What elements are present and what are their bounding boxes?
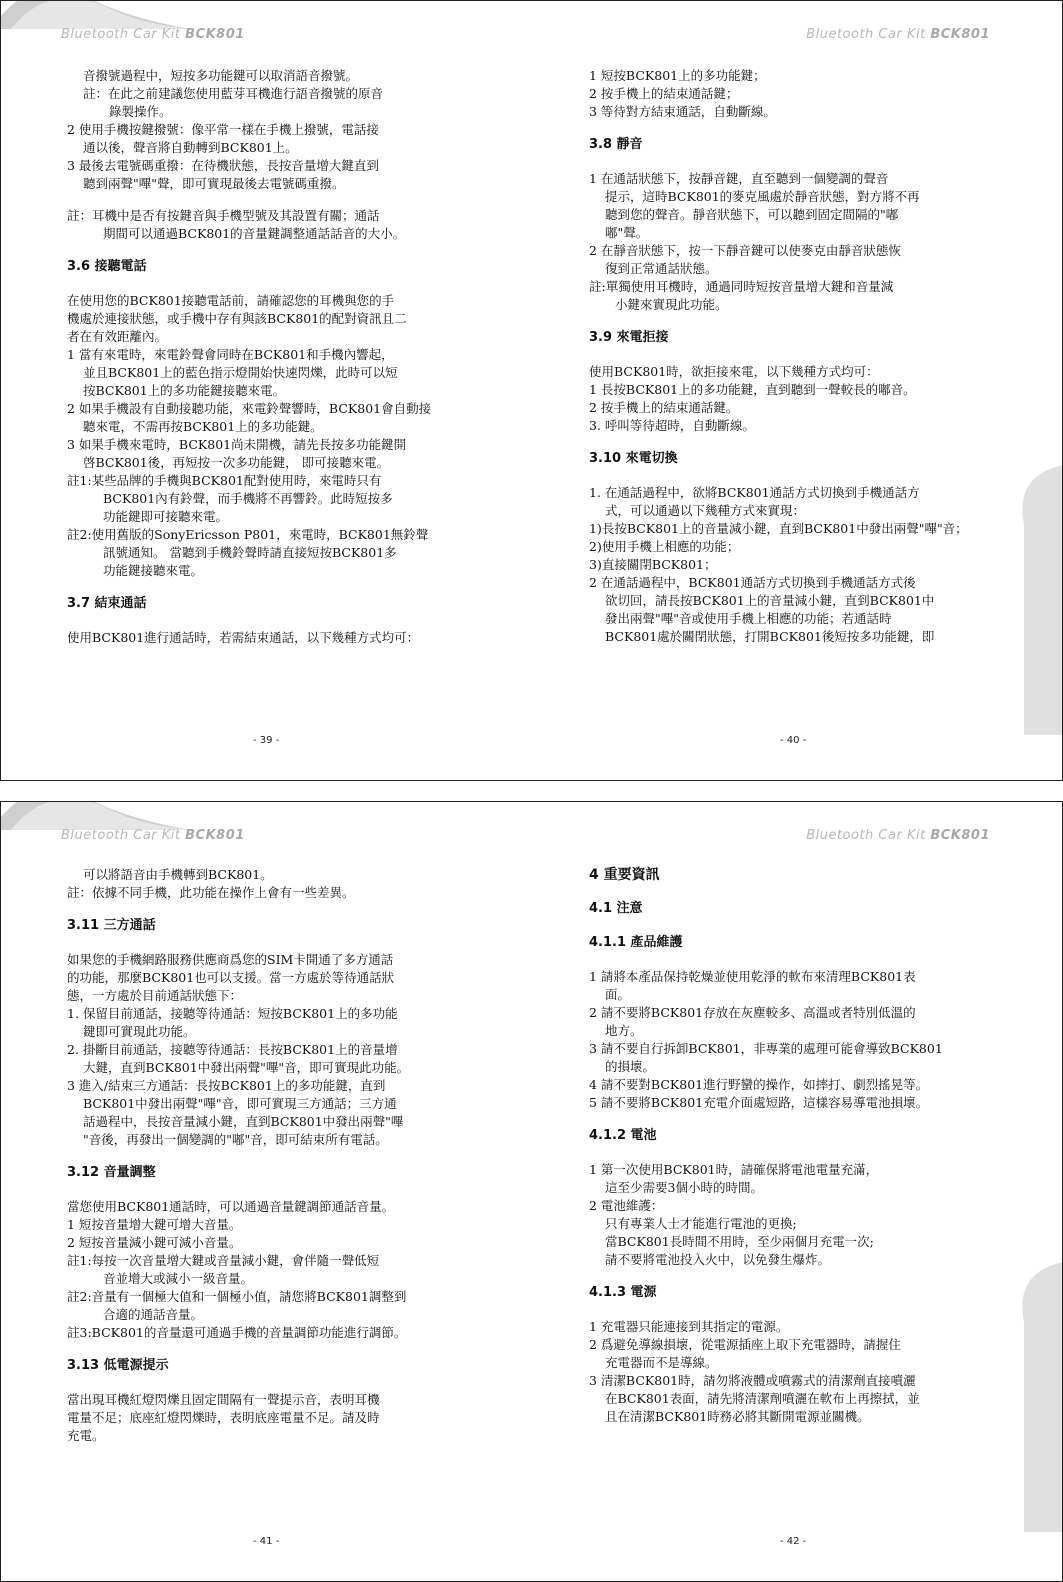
list-item: 1 長按BCK801上的多功能鍵，直到聽到一聲較長的嘟音。 xyxy=(589,382,916,397)
running-head-right: Bluetooth Car Kit BCK801 xyxy=(806,828,990,843)
list-item-cont: 並且BCK801上的藍色指示燈開始快速閃爍，此時可以短 xyxy=(83,365,398,380)
list-item-cont: 復到正常通話狀態。 xyxy=(605,261,718,276)
list-item: 3 如果手機來電時，BCK801尚未開機，請先長按多功能鍵開 xyxy=(67,437,407,452)
page-number: - 40 - xyxy=(780,735,807,746)
body-line: 電量不足；底座紅燈閃爍時，表明底座電量不足。請及時 xyxy=(67,1410,380,1425)
list-item: 3 最後去電號碼重撥：在待機狀態，長按音量增大鍵直到 xyxy=(67,158,379,173)
list-item: 2 在通話過程中，BCK801通話方式切換到手機通話方式後 xyxy=(589,575,916,590)
section-heading-3-12: 3.12 音量調整 xyxy=(67,1165,156,1180)
list-item: 1 短按BCK801上的多功能鍵； xyxy=(589,68,766,83)
list-item: 2 如果手機設有自動接聽功能，來電鈴聲響時，BCK801會自動接 xyxy=(67,401,432,416)
list-item: 2 按手機上的結束通話鍵。 xyxy=(589,400,739,415)
note-line: 註：依據不同手機，此功能在操作上會有一些差異。 xyxy=(67,885,355,900)
body-line: 使用BCK801時，欲拒接來電，以下幾種方式均可： xyxy=(589,364,879,379)
list-item: 5 請不要將BCK801充電介面處短路，這樣容易導電池損壞。 xyxy=(589,1095,929,1110)
list-item: 1. 保留目前通話，接聽等待通話：短按BCK801上的多功能 xyxy=(67,1006,398,1021)
list-item-cont: "音後，再發出一個變調的"嘟"音，即可結束所有電話。 xyxy=(83,1132,388,1147)
body-line: 機處於連接狀態，或手機中存有與該BCK801的配對資訊且二 xyxy=(67,311,407,326)
section-heading-3-8: 3.8 靜音 xyxy=(589,137,643,152)
list-item-cont: 話過程中，長按音量減小鍵，直到BCK801中發出兩聲"嗶 xyxy=(83,1114,404,1129)
note-line: 註：耳機中是否有按鍵音與手機型號及其設置有關；通話 xyxy=(67,208,380,223)
note-line: 錄製操作。 xyxy=(109,104,172,119)
chapter-heading-4: 4 重要資訊 xyxy=(589,867,660,883)
list-item: 3 清潔BCK801時，請勿將液體或噴霧式的清潔劑直接噴灑 xyxy=(589,1373,916,1388)
note-line: 功能鍵即可接聽來電。 xyxy=(103,509,229,524)
list-item-cont: 地方。 xyxy=(605,1023,643,1038)
list-item-cont: 請不要將電池投入火中，以免發生爆炸。 xyxy=(605,1252,831,1267)
list-item-cont: 嘟"聲。 xyxy=(605,225,649,240)
list-item: 2 短按音量減小鍵可減小音量。 xyxy=(67,1235,242,1250)
list-item: 1 在通話狀態下，按靜音鍵，直至聽到一個變調的聲音 xyxy=(589,171,889,186)
list-item: 1 短按音量增大鍵可增大音量。 xyxy=(67,1217,242,1232)
section-heading-3-9: 3.9 來電拒接 xyxy=(589,330,669,345)
note-line: 註3:BCK801的音量還可通過手機的音量調節功能進行調節。 xyxy=(67,1325,407,1340)
note-line: 功能鍵接聽來電。 xyxy=(103,563,204,578)
list-item-cont: 提示，這時BCK801的麥克風處於靜音狀態，對方將不再 xyxy=(605,189,920,204)
list-item: 4 請不要對BCK801進行野蠻的操作，如摔打、劇烈搖晃等。 xyxy=(589,1077,929,1092)
corner-swoosh-decoration xyxy=(0,0,191,29)
list-item-cont: 在BCK801表面，請先將清潔劑噴灑在軟布上再擦拭，並 xyxy=(605,1391,920,1406)
edge-tab-decoration xyxy=(1014,465,1063,735)
note-line: 訊號通知。 當聽到手機鈴聲時請直接短按BCK801多 xyxy=(103,545,397,560)
list-item-cont: 欲切回，請長按BCK801上的音量減小鍵，直到BCK801中 xyxy=(605,593,935,608)
list-item: 1 請將本產品保持乾燥並使用乾淨的軟布來清理BCK801表 xyxy=(589,969,916,984)
body-line: 充電。 xyxy=(67,1428,105,1443)
list-item: 2 請不要將BCK801存放在灰塵較多、高溫或者特別低溫的 xyxy=(589,1005,916,1020)
section-heading-4-1-1: 4.1.1 產品維護 xyxy=(589,935,683,950)
page-number: - 41 - xyxy=(253,1536,280,1547)
list-item-cont: 鍵即可實現此功能。 xyxy=(83,1024,196,1039)
list-item-cont: 通以後，聲音將自動轉到BCK801上。 xyxy=(83,140,298,155)
list-item-cont: BCK801處於關閉狀態，打開BCK801後短按多功能鍵，即 xyxy=(605,629,935,644)
running-head-left: Bluetooth Car Kit BCK801 xyxy=(61,828,245,843)
section-heading-3-6: 3.6 接聽電話 xyxy=(67,259,147,274)
section-heading-3-11: 3.11 三方通話 xyxy=(67,918,156,933)
section-heading-4-1-2: 4.1.2 電池 xyxy=(589,1128,657,1143)
body-line: 可以將語音由手機轉到BCK801。 xyxy=(83,867,273,882)
page-number: - 39 - xyxy=(253,735,280,746)
list-item-cont: 聽到您的聲音。靜音狀態下，可以聽到固定間隔的"嘟 xyxy=(605,207,899,222)
section-heading-3-10: 3.10 來電切換 xyxy=(589,451,678,466)
list-item: 2 使用手機按鍵撥號：像平常一樣在手機上撥號，電話接 xyxy=(67,122,379,137)
list-item-cont: 聽到兩聲"嗶"聲，即可實現最後去電號碼重撥。 xyxy=(83,176,345,191)
spread-bottom xyxy=(0,801,1063,1582)
spread-top xyxy=(0,0,1063,781)
note-line: 音並增大或減小一級音量。 xyxy=(103,1271,254,1286)
section-heading-3-7: 3.7 結束通話 xyxy=(67,596,147,611)
list-item-cont: 面。 xyxy=(605,987,631,1002)
body-line: 的功能，那麼BCK801也可以支援。當一方處於等待通話狀 xyxy=(67,970,395,985)
list-item: 1 充電器只能連接到其指定的電源。 xyxy=(589,1319,789,1334)
body-line: 音撥號過程中，短按多功能鍵可以取消語音撥號。 xyxy=(83,68,359,83)
note-line: 註1:某些品牌的手機與BCK801配對使用時，來電時只有 xyxy=(67,473,382,488)
sub-list-item: 3)直接關閉BCK801； xyxy=(589,557,717,572)
section-heading-4-1: 4.1 注意 xyxy=(589,901,643,916)
list-item: 3. 呼叫等待超時，自動斷線。 xyxy=(589,418,755,433)
note-line: 註:單獨使用耳機時，通過同時短按音量增大鍵和音量減 xyxy=(589,279,894,294)
list-item-cont: 啓BCK801後，再短按一次多功能鍵， 即可接聽來電。 xyxy=(83,455,390,470)
body-line: 在使用您的BCK801接聽電話前，請確認您的耳機與您的手 xyxy=(67,293,395,308)
list-item-cont: 按BCK801上的多功能鍵接聽來電。 xyxy=(83,383,286,398)
note-line: 註：在此之前建議您使用藍芽耳機進行語音撥號的原音 xyxy=(83,86,384,101)
list-item: 1. 在通話過程中，欲將BCK801通話方式切換到手機通話方 xyxy=(589,485,920,500)
list-item-cont: 當BCK801長時間不用時，至少兩個月充電一次; xyxy=(605,1234,874,1249)
page-39-column xyxy=(67,67,482,647)
list-item-cont: 這至少需要3個小時的時間。 xyxy=(605,1180,763,1195)
list-item: 3 等待對方結束通話，自動斷線。 xyxy=(589,104,776,119)
list-item-cont: 式，可以通過以下幾種方式來實現： xyxy=(605,503,806,518)
note-line: 註1:每按一次音量增大鍵或音量減小鍵，會伴隨一聲低短 xyxy=(67,1253,380,1268)
page-number: - 42 - xyxy=(780,1536,807,1547)
edge-tab-decoration xyxy=(1014,1262,1063,1532)
running-head-right: Bluetooth Car Kit BCK801 xyxy=(806,27,990,42)
note-line: BCK801內有鈴聲，而手機將不再響鈴。此時短按多 xyxy=(103,491,393,506)
list-item-cont: 充電器而不是導線。 xyxy=(605,1355,718,1370)
section-heading-4-1-3: 4.1.3 電源 xyxy=(589,1285,657,1300)
note-line: 小鍵來實現此功能。 xyxy=(615,297,728,312)
list-item-cont: 發出兩聲"嗶"音或使用手機上相應的功能；若通話時 xyxy=(605,611,892,626)
list-item: 2 爲避免導線損壞，從電源插座上取下充電器時，請握住 xyxy=(589,1337,901,1352)
list-item: 2 在靜音狀態下，按一下靜音鍵可以使麥克由靜音狀態恢 xyxy=(589,243,901,258)
section-heading-3-13: 3.13 低電源提示 xyxy=(67,1358,169,1373)
note-line: 註2:使用舊版的SonyEricsson P801，來電時，BCK801無鈴聲 xyxy=(67,527,429,542)
list-item: 2 電池維護： xyxy=(589,1198,664,1213)
running-head-left: Bluetooth Car Kit BCK801 xyxy=(61,27,245,42)
body-line: 態，一方處於目前通話狀態下： xyxy=(67,988,243,1003)
note-line: 註2:音量有一個極大值和一個極小值，請您將BCK801調整到 xyxy=(67,1289,407,1304)
list-item-cont: 且在清潔BCK801時務必將其斷開電源並關機。 xyxy=(605,1409,870,1424)
list-item: 3 進入/結束三方通話：長按BCK801上的多功能鍵，直到 xyxy=(67,1078,386,1093)
list-item-cont: 的損壞。 xyxy=(605,1059,656,1074)
page-40-column xyxy=(589,67,1004,646)
list-item-cont: BCK801中發出兩聲"嗶"音，即可實現三方通話；三方通 xyxy=(83,1096,397,1111)
list-item-cont: 只有專業人士才能進行電池的更換; xyxy=(605,1216,797,1231)
note-line: 合適的通話音量。 xyxy=(103,1307,204,1322)
body-line: 使用BCK801進行通話時，若需結束通話，以下幾種方式均可： xyxy=(67,630,420,645)
sub-list-item: 2)使用手機上相應的功能； xyxy=(589,539,740,554)
list-item-cont: 大鍵，直到BCK801中發出兩聲"嗶"音，即可實現此功能。 xyxy=(83,1060,410,1075)
list-item: 1 第一次使用BCK801時，請確保將電池電量充滿， xyxy=(589,1162,879,1177)
list-item: 2. 掛斷目前通話，接聽等待通話：長按BCK801上的音量增 xyxy=(67,1042,398,1057)
list-item: 3 請不要自行拆卸BCK801，非專業的處理可能會導致BCK801 xyxy=(589,1041,943,1056)
list-item: 1 當有來電時，來電鈴聲會同時在BCK801和手機內響起， xyxy=(67,347,394,362)
list-item-cont: 聽來電，不需再按BCK801上的多功能鍵。 xyxy=(83,419,323,434)
corner-swoosh-decoration xyxy=(0,801,191,830)
note-line: 期間可以通過BCK801的音量鍵調整通話話音的大小。 xyxy=(103,226,406,241)
page-41-column xyxy=(67,866,482,1445)
spread-gap xyxy=(0,781,1063,801)
body-line: 如果您的手機網路服務供應商爲您的SIM卡開通了多方通話 xyxy=(67,952,394,967)
sub-list-item: 1)長按BCK801上的音量減小鍵，直到BCK801中發出兩聲"嗶"音； xyxy=(589,521,968,536)
page-42-column xyxy=(589,866,1004,1426)
body-line: 當出現耳機紅燈閃爍且固定間隔有一聲提示音，表明耳機 xyxy=(67,1392,380,1407)
list-item: 2 按手機上的結束通話鍵； xyxy=(589,86,739,101)
body-line: 當您使用BCK801通話時，可以通過音量鍵調節通話音量。 xyxy=(67,1199,395,1214)
body-line: 者在有效距離內。 xyxy=(67,329,168,344)
